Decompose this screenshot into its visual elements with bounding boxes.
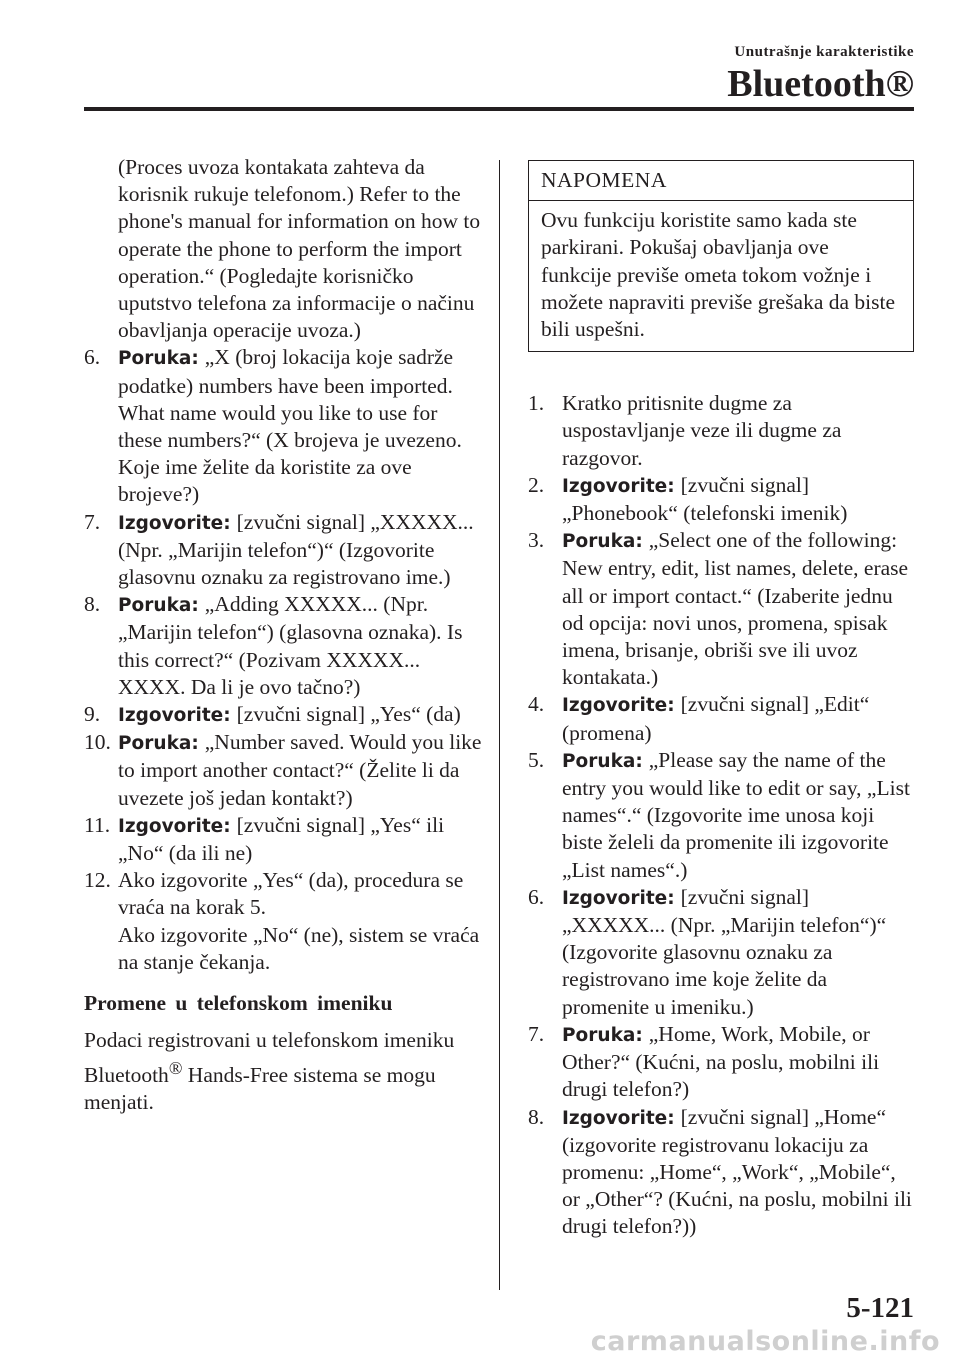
step-text: [zvučni signal] „Yes“ (da) <box>236 702 461 727</box>
step-item <box>528 527 914 691</box>
header-title: Bluetooth® <box>727 63 914 105</box>
step-text: „Please say the name of the entry you would like to edit or say, „List names“.“ (Izgovorite ime unosa koji biste želeli da promenite ili izgovorite „List names“.) <box>562 747 910 882</box>
section-heading: Promene u telefonskom imeniku <box>84 991 393 1016</box>
note-title: NAPOMENA <box>529 161 913 201</box>
step-number: 7. <box>528 1021 545 1046</box>
step-item <box>84 867 484 976</box>
step-item <box>84 701 484 729</box>
step-text: [zvučni signal] „Home“ (izgovorite registrovanu lokaciju za promenu: „Home“, „Work“, „Mobile“, or „Other“? (Kućni, na poslu, mobilni ili drugi telefon?)) <box>562 1104 912 1239</box>
step-keyword: Poruka: <box>118 348 199 370</box>
step-number: 6. <box>528 884 545 909</box>
step-number: 4. <box>528 692 545 717</box>
step-text-secondary: Ako izgovorite „No“ (ne), sistem se vraća na stanje čekanja. <box>118 922 480 974</box>
step-keyword: Izgovorite: <box>118 705 231 727</box>
step-number: 12. <box>84 868 111 893</box>
step-text: „Number saved. Would you like to import another contact?“ (Želite li da uvezete još jedan kontakt?) <box>118 730 482 810</box>
step-keyword: Izgovorite: <box>562 475 675 497</box>
right-column <box>528 154 914 1241</box>
step-item <box>84 812 484 867</box>
step-text: [zvučni signal] „Edit“ (promena) <box>562 692 870 745</box>
step-number: 8. <box>84 592 101 617</box>
page-number: 5-121 <box>846 1292 914 1324</box>
step-number: 5. <box>528 747 545 772</box>
step-keyword: Izgovorite: <box>118 512 231 534</box>
paragraph-text-a: Podaci registrovani u telefonskom imeniku Bluetooth <box>84 1028 455 1087</box>
note-box <box>528 160 914 352</box>
step-text: „Select one of the following: New entry, edit, list names, delete, erase all or import contact.“ (Izaberite jednu od opcija: novi unos, promena, spisak imena, brisanje, obriši sve ili uvoz kontakata.) <box>562 528 909 690</box>
step-item <box>84 591 484 701</box>
step-keyword: Izgovorite: <box>562 1107 675 1129</box>
step-number: 6. <box>84 345 101 370</box>
step-keyword: Poruka: <box>562 531 643 553</box>
step-number: 2. <box>528 472 545 497</box>
step-number: 1. <box>528 391 545 416</box>
step-number: 9. <box>84 702 101 727</box>
step-item <box>528 1104 914 1241</box>
column-divider <box>499 160 500 1290</box>
header-rule <box>84 107 914 111</box>
step-text: [zvučni signal] „XXXXX... (Npr. „Marijin telefon“)“ (Izgovorite glasovnu oznaku za registrovano ime koje želite da promenite u imeniku.) <box>562 884 887 1019</box>
left-column <box>84 154 484 1116</box>
step-text: Ako izgovorite „Yes“ (da), procedura se vraća na korak 5. <box>118 868 464 920</box>
step-keyword: Poruka: <box>562 750 643 772</box>
step-keyword: Poruka: <box>562 1024 643 1046</box>
step-keyword: Izgovorite: <box>562 887 675 909</box>
step-item <box>528 691 914 746</box>
step-item <box>528 884 914 1021</box>
step-keyword: Poruka: <box>118 733 199 755</box>
step-keyword: Izgovorite: <box>118 815 231 837</box>
step-keyword: Izgovorite: <box>562 695 675 717</box>
note-body: Ovu funkciju koristite samo kada ste parkirani. Pokušaj obavljanja ove funkcije previše ometa tokom vožnje i možete napraviti previše grešaka da biste bili uspešni. <box>541 208 896 342</box>
step-item <box>528 747 914 884</box>
step-text: „Adding XXXXX... (Npr. „Marijin telefon“) (glasovna oznaka). Is this correct?“ (Pozivam XXXXX... XXXX. Da li je ovo tačno?) <box>118 592 463 699</box>
step-number: 3. <box>528 528 545 553</box>
watermark: carmanualsonline.info <box>590 1326 940 1357</box>
section-paragraph <box>84 1027 484 1116</box>
continued-paragraph: (Proces uvoza kontakata zahteva da korisnik rukuje telefonom.) Refer to the phone's manual for information on how to operate the phone to perform the import operation.“ (Pogledajte korisničko uputstvo telefona za informacije o načinu obavljanja operacije uvoza.) <box>118 155 481 343</box>
step-number: 10. <box>84 730 111 755</box>
step-item <box>84 729 484 812</box>
step-text: Kratko pritisnite dugme za uspostavljanje veze ili dugme za razgovor. <box>562 391 842 470</box>
step-number: 11. <box>84 812 111 837</box>
step-text: „X (broj lokacija koje sadrže podatke) numbers have been imported. What name would you like to use for these numbers?“ (X brojeva je uvezeno. Koje ime želite da koristite za ove brojeve?) <box>118 345 462 507</box>
header-section-label: Unutrašnje karakteristike <box>734 44 914 60</box>
step-item <box>84 509 484 592</box>
step-number: 7. <box>84 509 101 534</box>
step-item <box>84 344 484 508</box>
paragraph-text-b: Hands-Free sistema se mogu menjati. <box>84 1062 436 1114</box>
step-text: „Home, Work, Mobile, or Other?“ (Kućni, na poslu, mobilni ili drugi telefon?) <box>562 1021 880 1102</box>
step-item <box>528 472 914 527</box>
step-text: [zvučni signal] „XXXXX... (Npr. „Marijin telefon“)“ (Izgovorite glasovnu oznaku za registrovano ime.) <box>118 509 474 590</box>
step-keyword: Poruka: <box>118 595 199 617</box>
step-text: [zvučni signal] „Yes“ ili „No“ (da ili ne) <box>118 812 445 866</box>
step-text: [zvučni signal] „Phonebook“ (telefonski imenik) <box>562 472 848 526</box>
step-number: 8. <box>528 1104 545 1129</box>
step-item <box>528 390 914 472</box>
registered-mark: ® <box>168 1057 183 1078</box>
step-item <box>528 1021 914 1104</box>
